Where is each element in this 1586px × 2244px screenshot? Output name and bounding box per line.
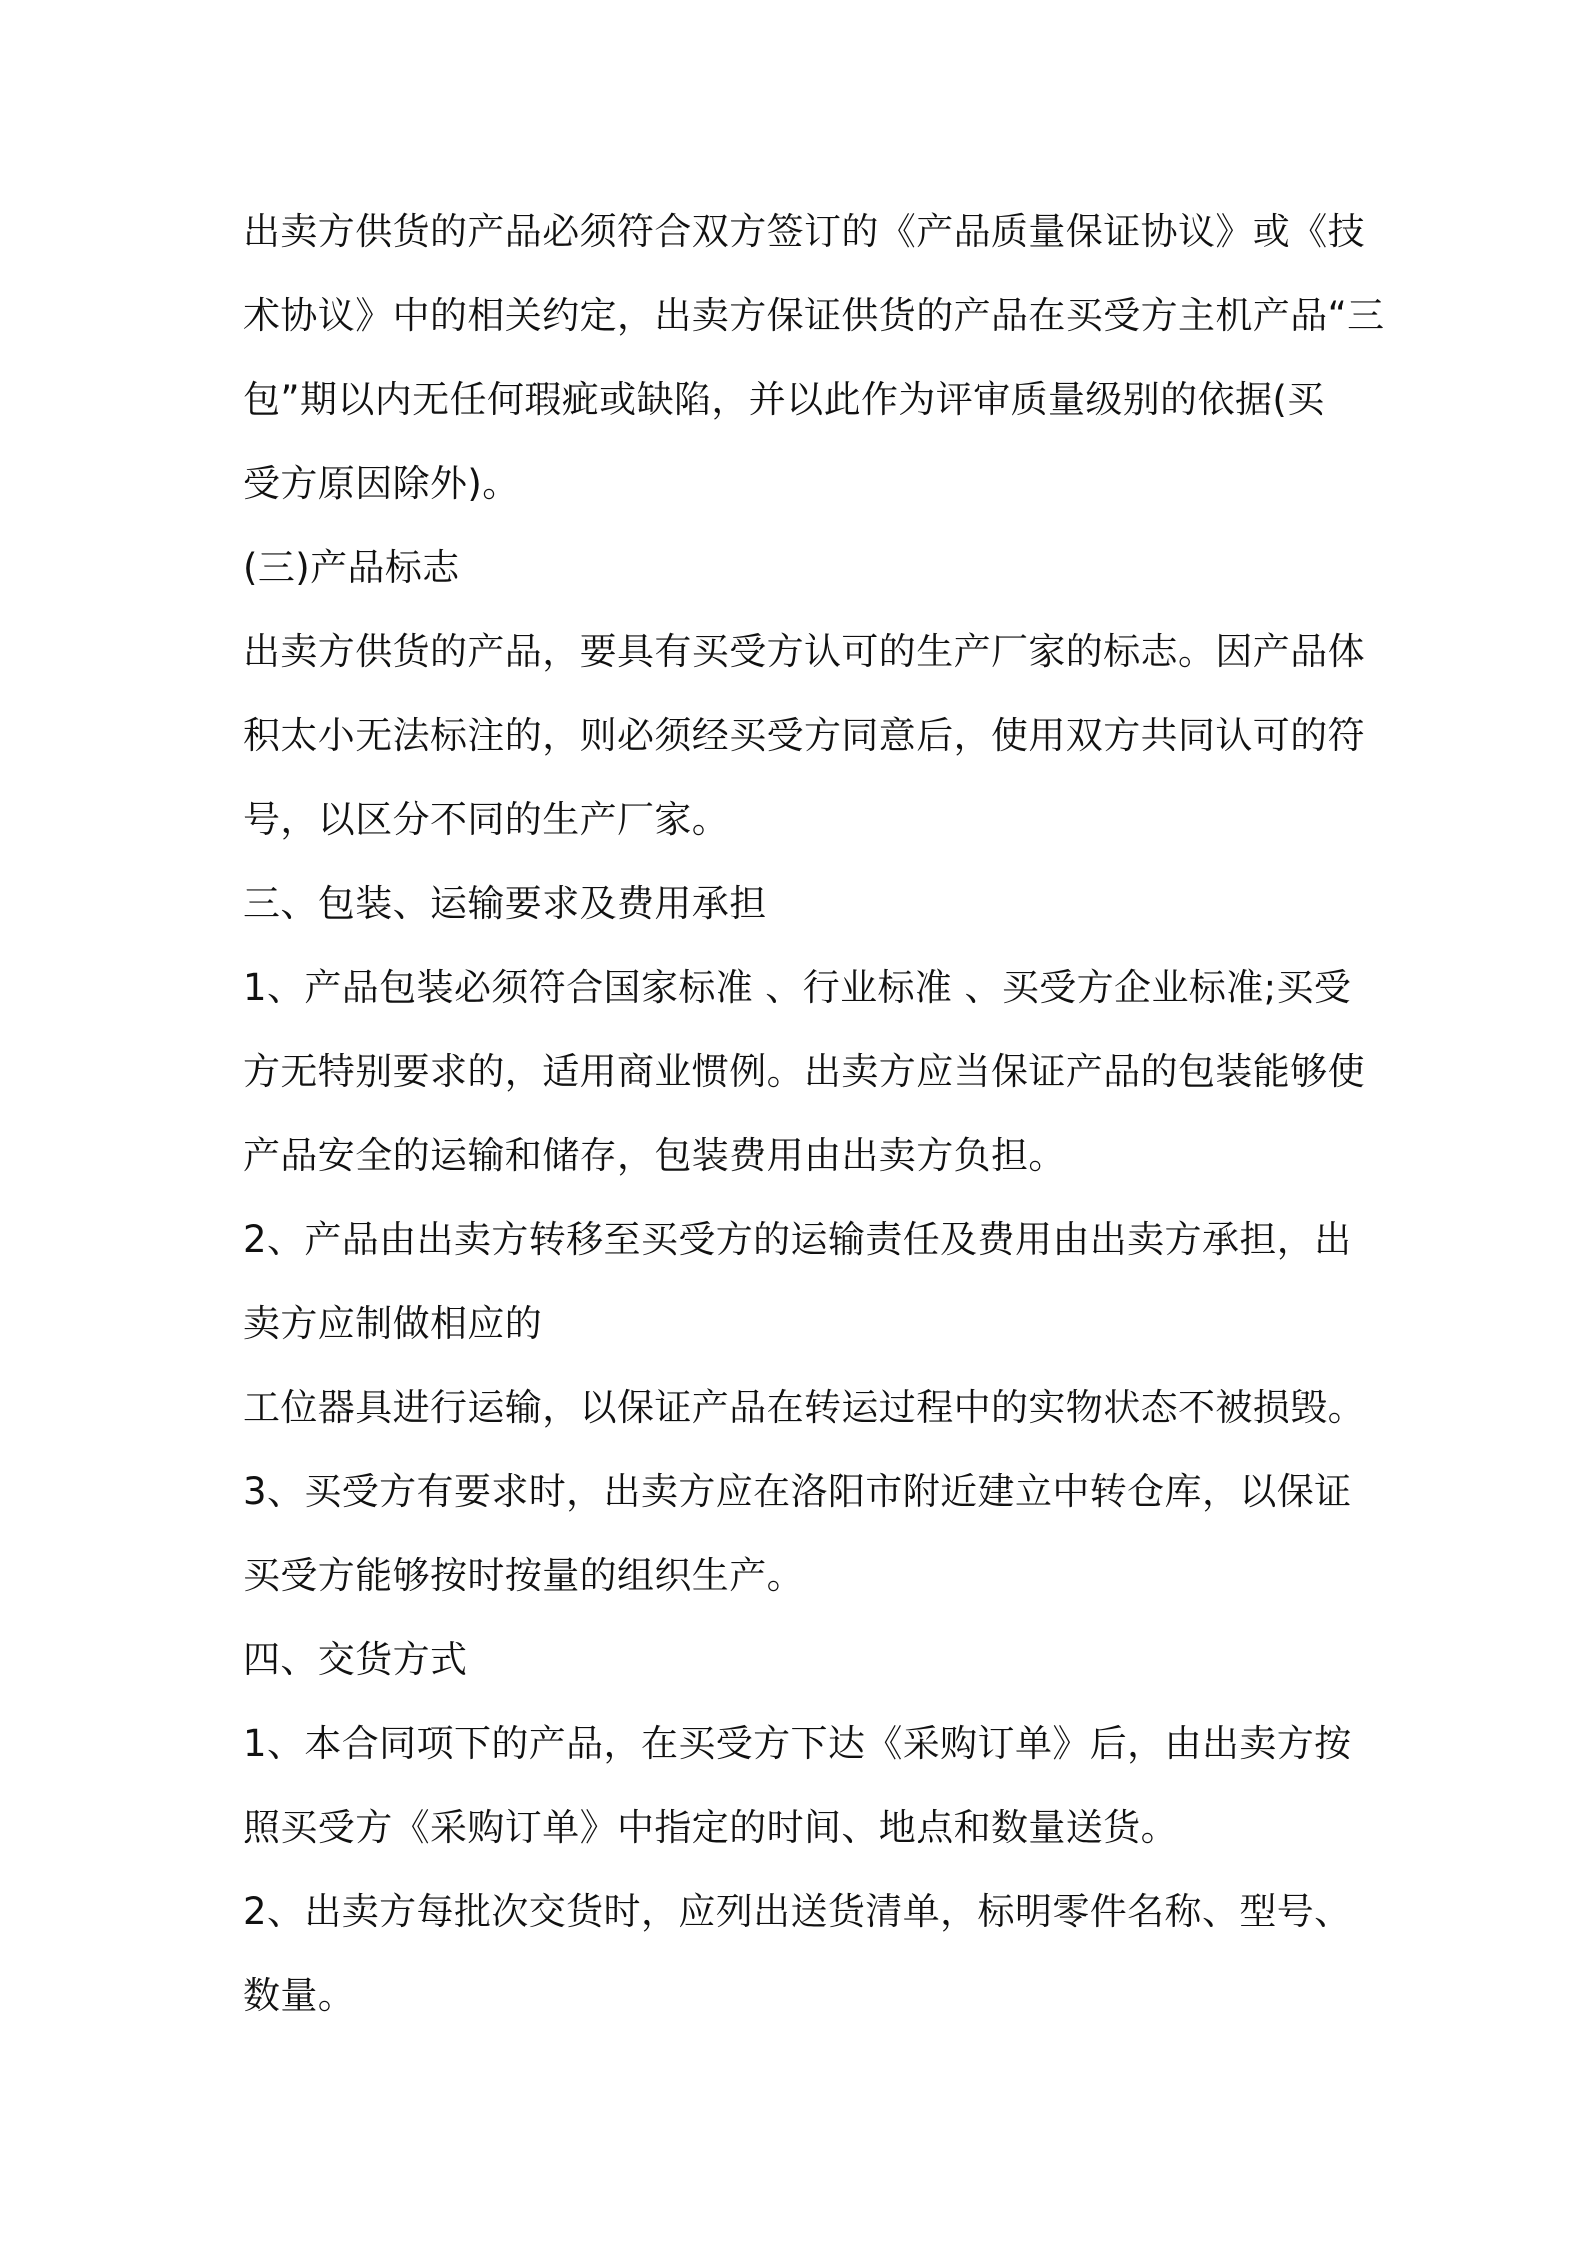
text-line: 卖方应制做相应的 (243, 1302, 543, 1345)
text-line: 照买受方《采购订单》中指定的时间、地点和数量送货。 (243, 1806, 1178, 1849)
document-body (243, 190, 1385, 2038)
text-line: 出卖方供货的产品必须符合双方签订的《产品质量保证协议》或《技 (243, 210, 1365, 253)
section-heading: (三)产品标志 (243, 546, 460, 589)
text-line: 号，以区分不同的生产厂家。 (243, 798, 730, 841)
text-line: 出卖方供货的产品，要具有买受方认可的生产厂家的标志。因产品体 (243, 630, 1365, 673)
text-line: 1、产品包装必须符合国家标准 、行业标准 、买受方企业标准;买受 (243, 966, 1352, 1009)
text-line: 方无特别要求的，适用商业惯例。出卖方应当保证产品的包装能够使 (243, 1050, 1365, 1093)
text-line: 数量。 (243, 1974, 356, 2017)
text-line: 2、产品由出卖方转移至买受方的运输责任及费用由出卖方承担，出 (243, 1218, 1352, 1261)
text-line: 工位器具进行运输，以保证产品在转运过程中的实物状态不被损毁。 (243, 1386, 1365, 1429)
text-line: 产品安全的运输和储存，包装费用由出卖方负担。 (243, 1134, 1066, 1177)
text-line: 3、买受方有要求时，出卖方应在洛阳市附近建立中转仓库，以保证 (243, 1470, 1352, 1513)
section-heading: 四、交货方式 (243, 1638, 468, 1681)
text-line: 买受方能够按时按量的组织生产。 (243, 1554, 804, 1597)
text-line: 1、本合同项下的产品，在买受方下达《采购订单》后，由出卖方按 (243, 1722, 1352, 1765)
text-line: 术协议》中的相关约定，出卖方保证供货的产品在买受方主机产品“三 (243, 294, 1385, 337)
text-line: 包”期以内无任何瑕疵或缺陷，并以此作为评审质量级别的依据(买 (243, 378, 1325, 421)
text-line: 2、出卖方每批次交货时，应列出送货清单，标明零件名称、型号、 (243, 1890, 1352, 1933)
text-line: 受方原因除外)。 (243, 462, 520, 505)
section-heading: 三、包装、运输要求及费用承担 (243, 882, 767, 925)
text-line: 积太小无法标注的，则必须经买受方同意后，使用双方共同认可的符 (243, 714, 1365, 757)
